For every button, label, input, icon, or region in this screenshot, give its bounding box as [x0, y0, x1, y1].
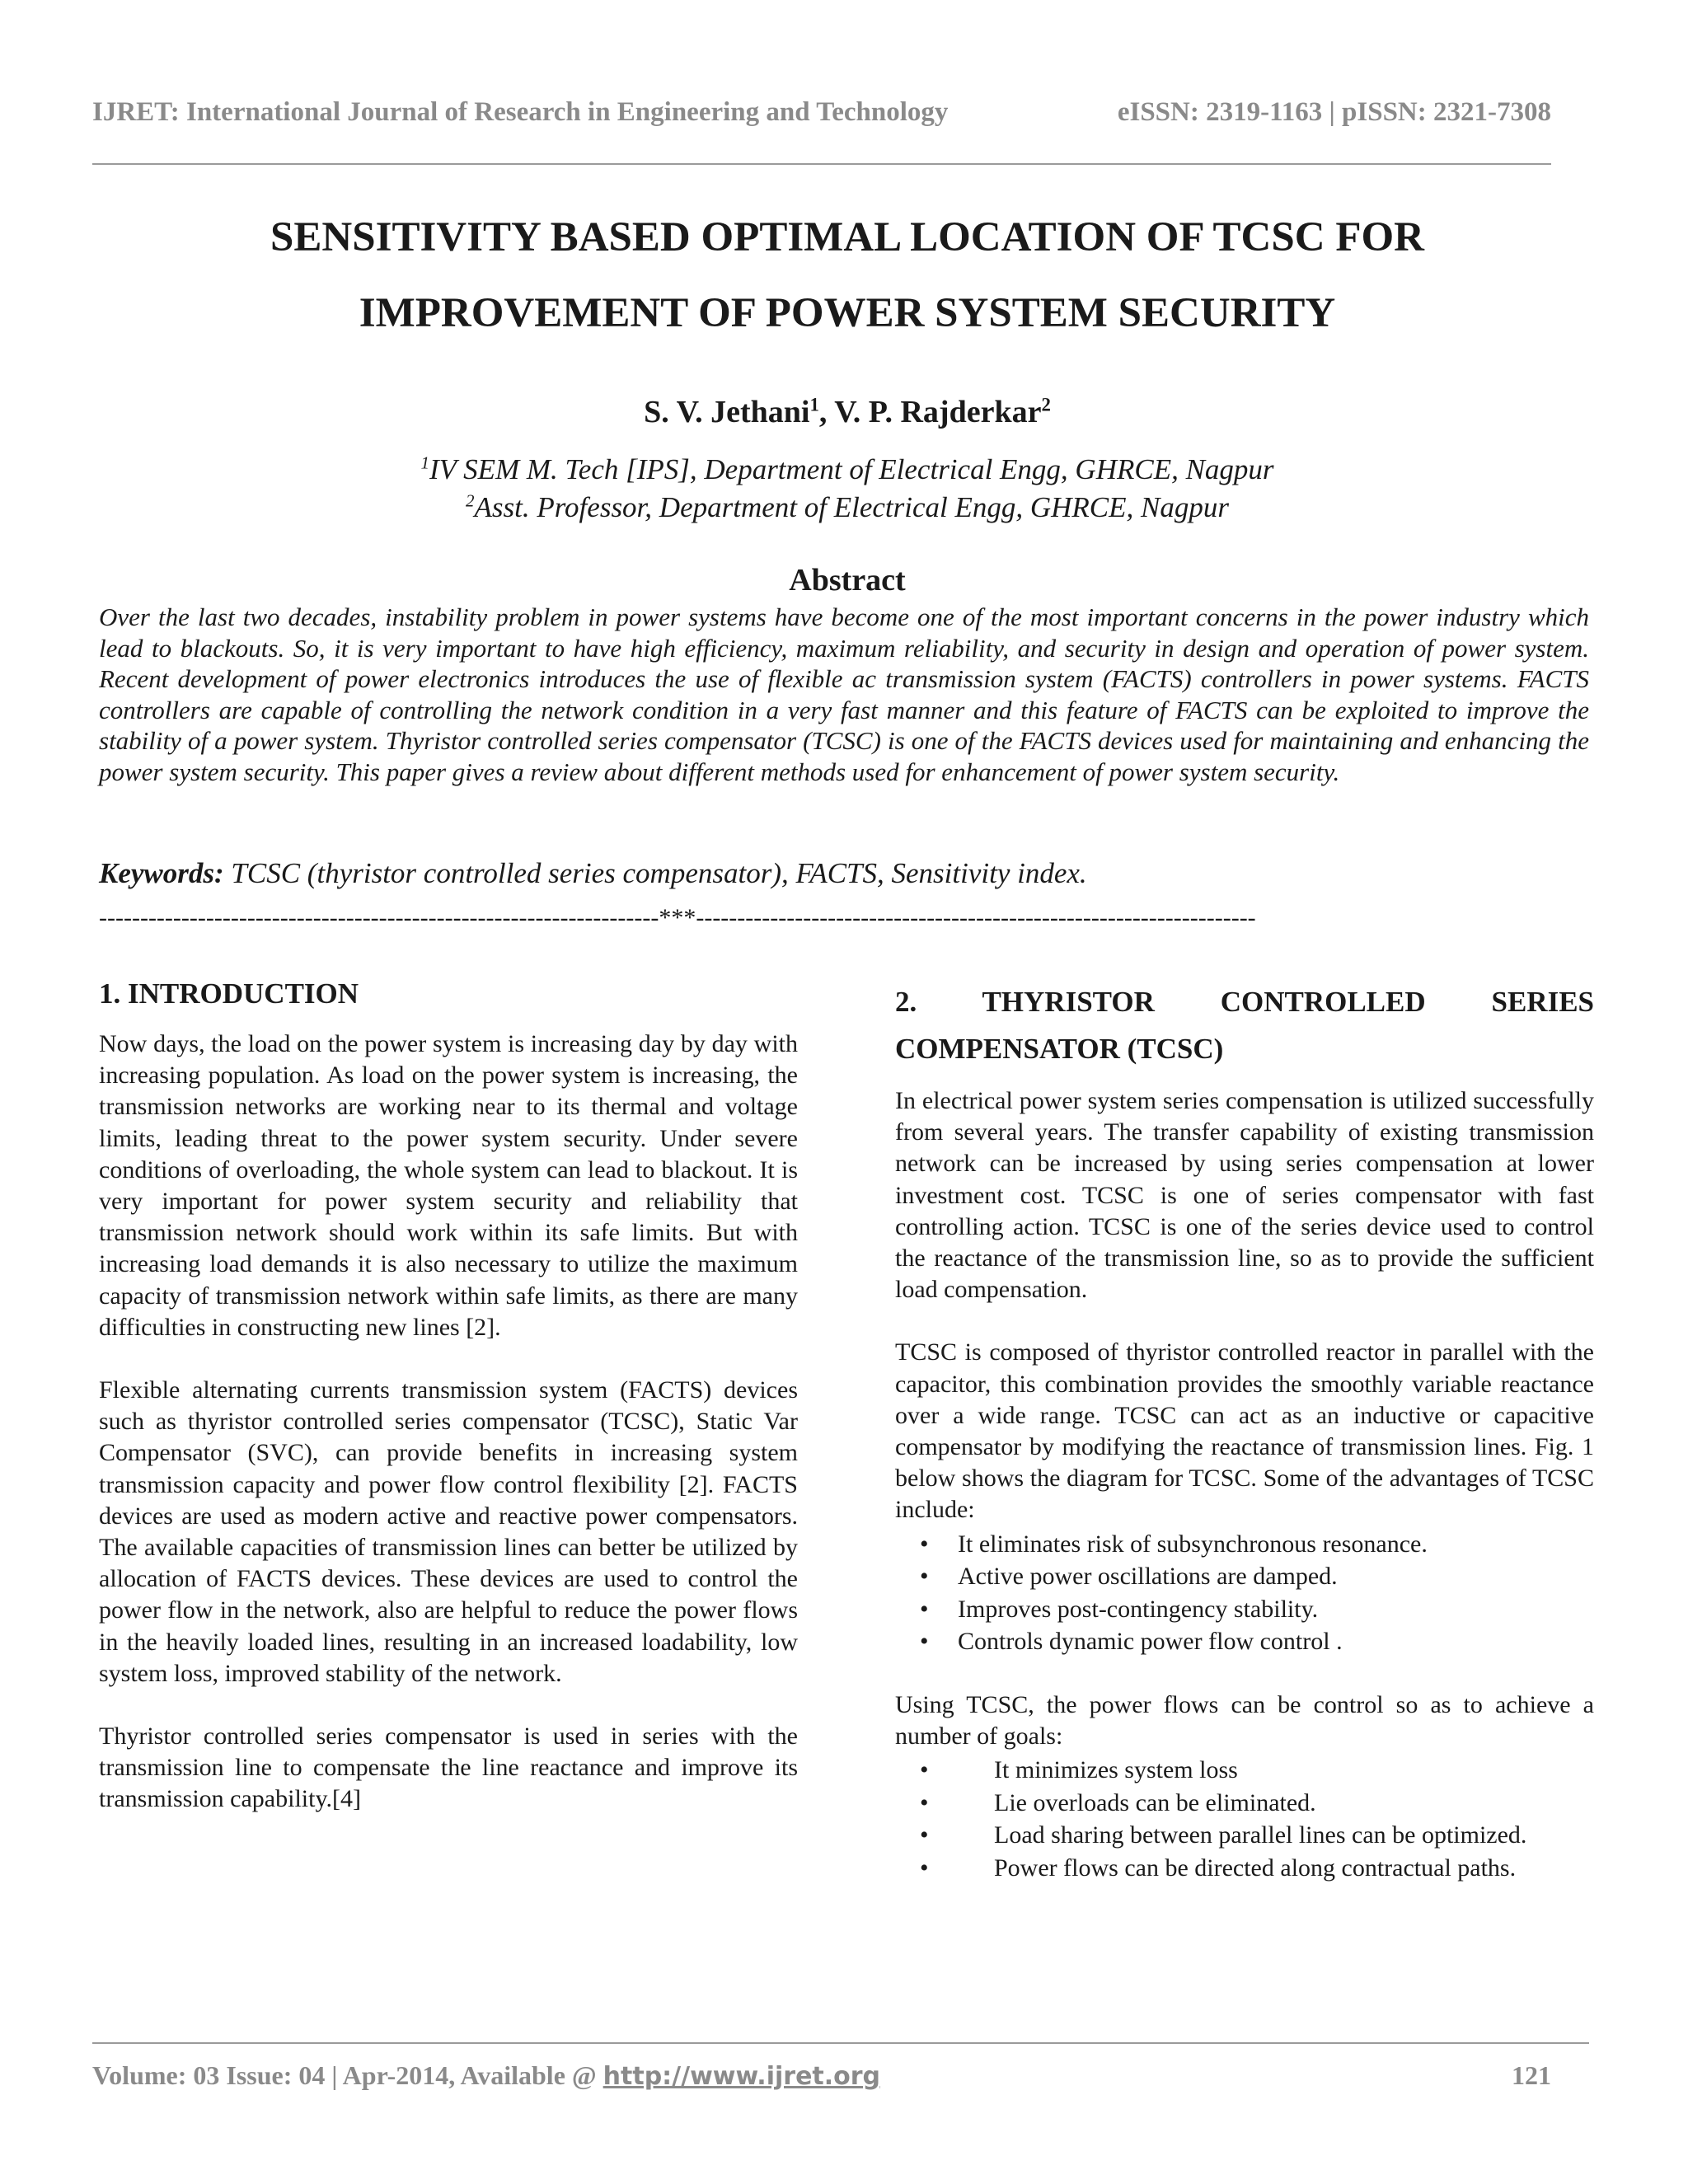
affiliation-2-mark: 2: [466, 490, 475, 511]
section-2-heading-line-1: 2. THYRISTOR CONTROLLED SERIES: [895, 986, 1594, 1018]
author-1-affil-mark: 1: [809, 394, 819, 415]
abstract-heading: Abstract: [789, 563, 906, 598]
journal-website-link[interactable]: http://www.ijret.org: [603, 2062, 881, 2091]
issn-numbers: eISSN: 2319-1163 | pISSN: 2321-7308: [1117, 97, 1551, 127]
header-divider: [92, 163, 1551, 165]
author-1: S. V. Jethani: [644, 395, 810, 429]
running-footer: [92, 2060, 1551, 2091]
list-item: • It eliminates risk of subsynchronous resonance.: [895, 1528, 1594, 1561]
author-2-affil-mark: 2: [1041, 394, 1051, 415]
title-line-1: SENSITIVITY BASED OPTIMAL LOCATION OF TCSC FOR: [270, 214, 1424, 260]
author-list: [92, 394, 1602, 430]
affiliation-1-text: IV SEM M. Tech [IPS], Department of Electrical Engg, GHRCE, Nagpur: [429, 453, 1274, 485]
affiliation-1-mark: 1: [420, 452, 429, 473]
section-1-paragraph-2: Flexible alternating currents transmission system (FACTS) devices such as thyristor controlled series compensator (TCSC), Static Var Compensator (SVC), can provide benefits in increasing system transmission capacity and power flow control flexibility [2]. FACTS devices are used as modern active and reactive power compensators. The available capacities of transmission lines can better be utilized by allocation of FACTS devices. These devices are used to control the power flow in the network, also are helpful to reduce the power flows in the heavily loaded lines, resulting in an increased loadability, low system loss, improved stability of the network.: [99, 1376, 798, 1687]
journal-name: IJRET: International Journal of Research in Engineering and Technology: [92, 97, 949, 127]
left-column: [99, 977, 798, 1816]
list-item: • Load sharing between parallel lines can be optimized.: [895, 1819, 1594, 1852]
tcsc-goals-list: [895, 1754, 1594, 1884]
footer-divider: [92, 2042, 1589, 2044]
abstract-body: Over the last two decades, instability problem in power systems have become one of the most important concerns in the power industry which lead to blackouts. So, it is very important to have high efficiency, maximum reliability, and security in design and operation of power system. Recent development of power electronics introduces the use of flexible ac transmission system (FACTS) controllers in power systems. FACTS controllers are capable of controlling the network condition in a very fast manner and this feature of FACTS can be exploited to improve the stability of a power system. Thyristor controlled series compensator (TCSC) is one of the FACTS devices used for maintaining and enhancing the power system security. This paper gives a review about different methods used for enhancement of power system security.: [99, 602, 1589, 786]
affiliation-2-text: Asst. Professor, Department of Electrical Engg, GHRCE, Nagpur: [474, 491, 1229, 523]
affiliation-1: [92, 453, 1602, 486]
list-item: • Lie overloads can be eliminated.: [895, 1787, 1594, 1820]
list-item: • Active power oscillations are damped.: [895, 1560, 1594, 1593]
keywords-label: Keywords:: [99, 857, 224, 889]
section-2-paragraph-1: In electrical power system series compensation is utilized successfully from several years. The transfer capability of existing transmission network can be increased by using series compensation at lower investment cost. TCSC is one of series compensator with fast controlling action. TCSC is one of the series device used to control the reactance of the transmission line, so as to provide the sufficient load compensation.: [895, 1087, 1594, 1304]
page-number: 121: [1512, 2060, 1551, 2090]
author-2: V. P. Rajderkar: [834, 395, 1042, 429]
section-1-heading: 1. INTRODUCTION: [99, 977, 359, 1010]
title-line-2: IMPROVEMENT OF POWER SYSTEM SECURITY: [359, 290, 1336, 336]
author-separator: ,: [818, 395, 835, 429]
list-item: • Power flows can be directed along contractual paths.: [895, 1852, 1594, 1885]
keywords: [99, 857, 1589, 890]
paper-title: [92, 199, 1602, 351]
keywords-text: TCSC (thyristor controlled series compensator), FACTS, Sensitivity index.: [223, 857, 1087, 889]
right-column: [895, 977, 1594, 1915]
section-divider: --------------------------------------------------------------------***--------------------------------------------------------------------: [99, 904, 1256, 931]
section-2-goals-intro: Using TCSC, the power flows can be control so as to achieve a number of goals:: [895, 1690, 1594, 1750]
footer-volume-text: Volume: 03 Issue: 04 | Apr-2014, Available @: [92, 2060, 603, 2090]
section-1-paragraph-1: Now days, the load on the power system is increasing day by day with increasing population. As load on the power system is increasing, the transmission networks are working near to its thermal and voltage limits, leading threat to the power system security. Under severe conditions of overloading, the whole system can lead to blackout. It is very important for power system security and reliability that transmission network should work within its safe limits. But with increasing load demands it is also necessary to utilize the maximum capacity of transmission network within safe limits, as there are many difficulties in constructing new lines [2].: [99, 1030, 798, 1341]
section-2-paragraph-2: TCSC is composed of thyristor controlled reactor in parallel with the capacitor, this combination provides the smoothly variable reactance over a wide range. TCSC can act as an inductive or capacitive compensator by modifying the reactance of transmission lines. Fig. 1 below shows the diagram for TCSC. Some of the advantages of TCSC include:: [895, 1338, 1594, 1524]
section-2-heading-line-2: COMPENSATOR (TCSC): [895, 1033, 1224, 1065]
affiliation-2: [92, 491, 1602, 524]
list-item: • It minimizes system loss: [895, 1754, 1594, 1787]
list-item: • Controls dynamic power flow control .: [895, 1625, 1594, 1658]
running-header: [92, 97, 1551, 128]
tcsc-advantages-list: [895, 1528, 1594, 1658]
footer-volume-info: [92, 2060, 880, 2091]
section-1-paragraph-3: Thyristor controlled series compensator is used in series with the transmission line to compensate the line reactance and improve its transmission capability.[4]: [99, 1722, 798, 1813]
list-item: • Improves post-contingency stability.: [895, 1593, 1594, 1626]
